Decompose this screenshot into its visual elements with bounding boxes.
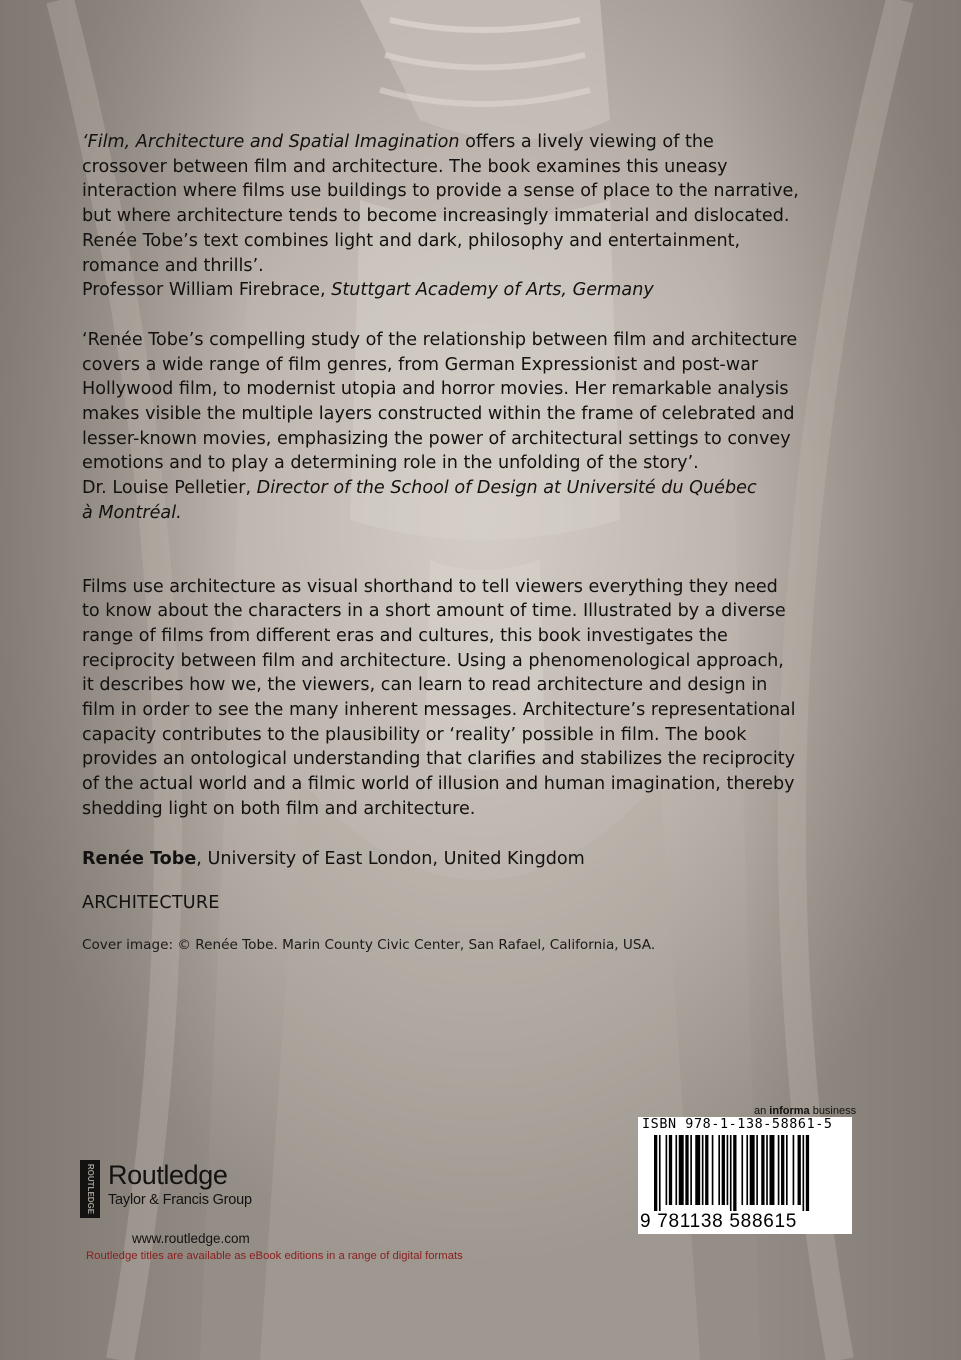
description-line: reciprocity between film and architecture. Using a phenomenological approach,	[82, 650, 784, 671]
barcode-bar	[702, 1135, 704, 1205]
publisher-name: Routledge	[108, 1160, 228, 1190]
barcode-bar	[722, 1135, 725, 1205]
endorsement-2-attribution-name: Dr. Louise Pelletier,	[82, 478, 257, 499]
barcode-bar	[690, 1135, 692, 1205]
barcode-bar	[793, 1135, 795, 1205]
informa-word: informa	[769, 1105, 810, 1117]
endorsement-2-attribution-affiliation: à Montréal.	[82, 502, 182, 523]
routledge-vertical-mark	[80, 1160, 100, 1218]
barcode-bar	[778, 1135, 780, 1205]
informa-business-label	[754, 1105, 856, 1117]
cover-image-credit: Cover image: © Renée Tobe. Marin County Civic Center, San Rafael, California, USA.	[82, 937, 656, 954]
barcode-bar	[730, 1135, 732, 1211]
description-line: to know about the characters in a short amount of time. Illustrated by a diverse	[82, 601, 786, 622]
publisher-logo	[80, 1160, 252, 1246]
barcode-bar	[766, 1135, 768, 1205]
barcode-bar	[675, 1135, 677, 1205]
endorsement-1-line: offers a lively viewing of the	[459, 132, 714, 152]
description-line: range of films from different eras and cultures, this book investigates the	[82, 625, 728, 646]
barcode-bar	[679, 1135, 684, 1205]
barcode-bar	[806, 1135, 809, 1211]
description-line: capacity contributes to the plausibility or ‘reality’ possible in film. The book	[82, 724, 747, 745]
description-line: Films use architecture as visual shorthand to tell viewers everything they need	[82, 576, 778, 597]
description-line: it describes how we, the viewers, can learn to read architecture and design in	[82, 675, 768, 696]
endorsement-1-line: Renée Tobe’s text combines light and dark, philosophy and entertainment,	[82, 230, 741, 251]
barcode-bar	[659, 1135, 661, 1211]
barcode-bar	[712, 1135, 714, 1205]
endorsement-1	[82, 130, 882, 303]
isbn-number: ISBN 978-1-138-58861-5	[642, 1117, 833, 1132]
barcode-bar	[741, 1135, 743, 1205]
barcode-bar	[750, 1135, 755, 1205]
barcode-bar	[666, 1135, 668, 1205]
ebook-availability-note: Routledge titles are available as eBook editions in a range of digital formats	[86, 1250, 463, 1262]
endorsement-1-attribution-affiliation: Stuttgart Academy of Arts, Germany	[331, 280, 654, 301]
publisher-group: Taylor & Francis Group	[108, 1192, 252, 1208]
description-line: shedding light on both film and architecture.	[82, 798, 476, 819]
book-description	[82, 575, 882, 822]
description-line: film in order to see the many inherent messages. Architecture’s representational	[82, 700, 796, 721]
endorsement-2	[82, 328, 882, 526]
endorsement-1-line: interaction where films use buildings to provide a sense of place to the narrative,	[82, 181, 799, 202]
description-line: provides an ontological understanding that clarifies and stabilizes the reciprocity	[82, 749, 796, 770]
endorsement-2-line: makes visible the multiple layers constructed within the frame of celebrated and	[82, 404, 795, 425]
endorsement-1-line: romance and thrills’.	[82, 255, 264, 276]
barcode-bar	[746, 1135, 748, 1205]
endorsement-2-line: ‘Renée Tobe’s compelling study of the relationship between film and architecture	[82, 329, 798, 350]
barcode-bar	[733, 1135, 736, 1211]
ean-number: 9 781138 588615	[640, 1211, 798, 1232]
author-affiliation: , University of East London, United Kingdom	[196, 848, 585, 869]
barcode-bar	[705, 1135, 708, 1205]
description-line: of the actual world and a filmic world of illusion and human imagination, thereby	[82, 774, 795, 795]
barcode-bar	[695, 1135, 700, 1205]
barcode-bar	[718, 1135, 720, 1205]
barcode-bar	[781, 1135, 784, 1205]
barcode-bar	[803, 1135, 805, 1211]
barcode-bar	[654, 1135, 657, 1211]
barcode-bar	[727, 1135, 729, 1205]
isbn-barcode	[638, 1117, 852, 1234]
informa-suffix: business	[809, 1105, 857, 1117]
endorsement-2-line: Hollywood film, to modernist utopia and horror movies. Her remarkable analysis	[82, 379, 789, 400]
publisher-url: www.routledge.com	[132, 1231, 250, 1246]
endorsement-2-attribution-affiliation: Director of the School of Design at Université du Québec	[256, 478, 757, 499]
routledge-vertical-mark-text: ROUTLEDGE	[85, 1163, 95, 1215]
endorsement-1-line: crossover between film and architecture. The book examines this uneasy	[82, 156, 728, 177]
informa-prefix: an	[754, 1105, 770, 1117]
endorsement-1-book-title: ‘Film, Architecture and Spatial Imagination	[82, 132, 460, 152]
endorsement-2-line: emotions and to play a determining role in the unfolding of the story’.	[82, 453, 699, 474]
author-name: Renée Tobe	[82, 848, 197, 869]
barcode-bar	[761, 1135, 764, 1205]
barcode-bar	[685, 1135, 688, 1205]
barcode-bar	[770, 1135, 775, 1205]
barcode-bar	[669, 1135, 672, 1205]
barcode-bars	[640, 1135, 850, 1211]
author-credit	[82, 847, 882, 872]
barcode-bar	[786, 1135, 788, 1205]
endorsement-1-attribution-name: Professor William Firebrace,	[82, 280, 332, 301]
endorsement-2-line: lesser-known movies, emphasizing the power of architectural settings to convey	[82, 428, 791, 449]
endorsement-1-line: but where architecture tends to become increasingly immaterial and dislocated.	[82, 206, 790, 227]
barcode-bar	[798, 1135, 801, 1205]
endorsement-2-line: covers a wide range of film genres, from German Expressionist and post-war	[82, 354, 759, 375]
subject-category: ARCHITECTURE	[82, 893, 220, 914]
barcode-bar	[756, 1135, 758, 1205]
back-cover-text	[82, 130, 882, 953]
